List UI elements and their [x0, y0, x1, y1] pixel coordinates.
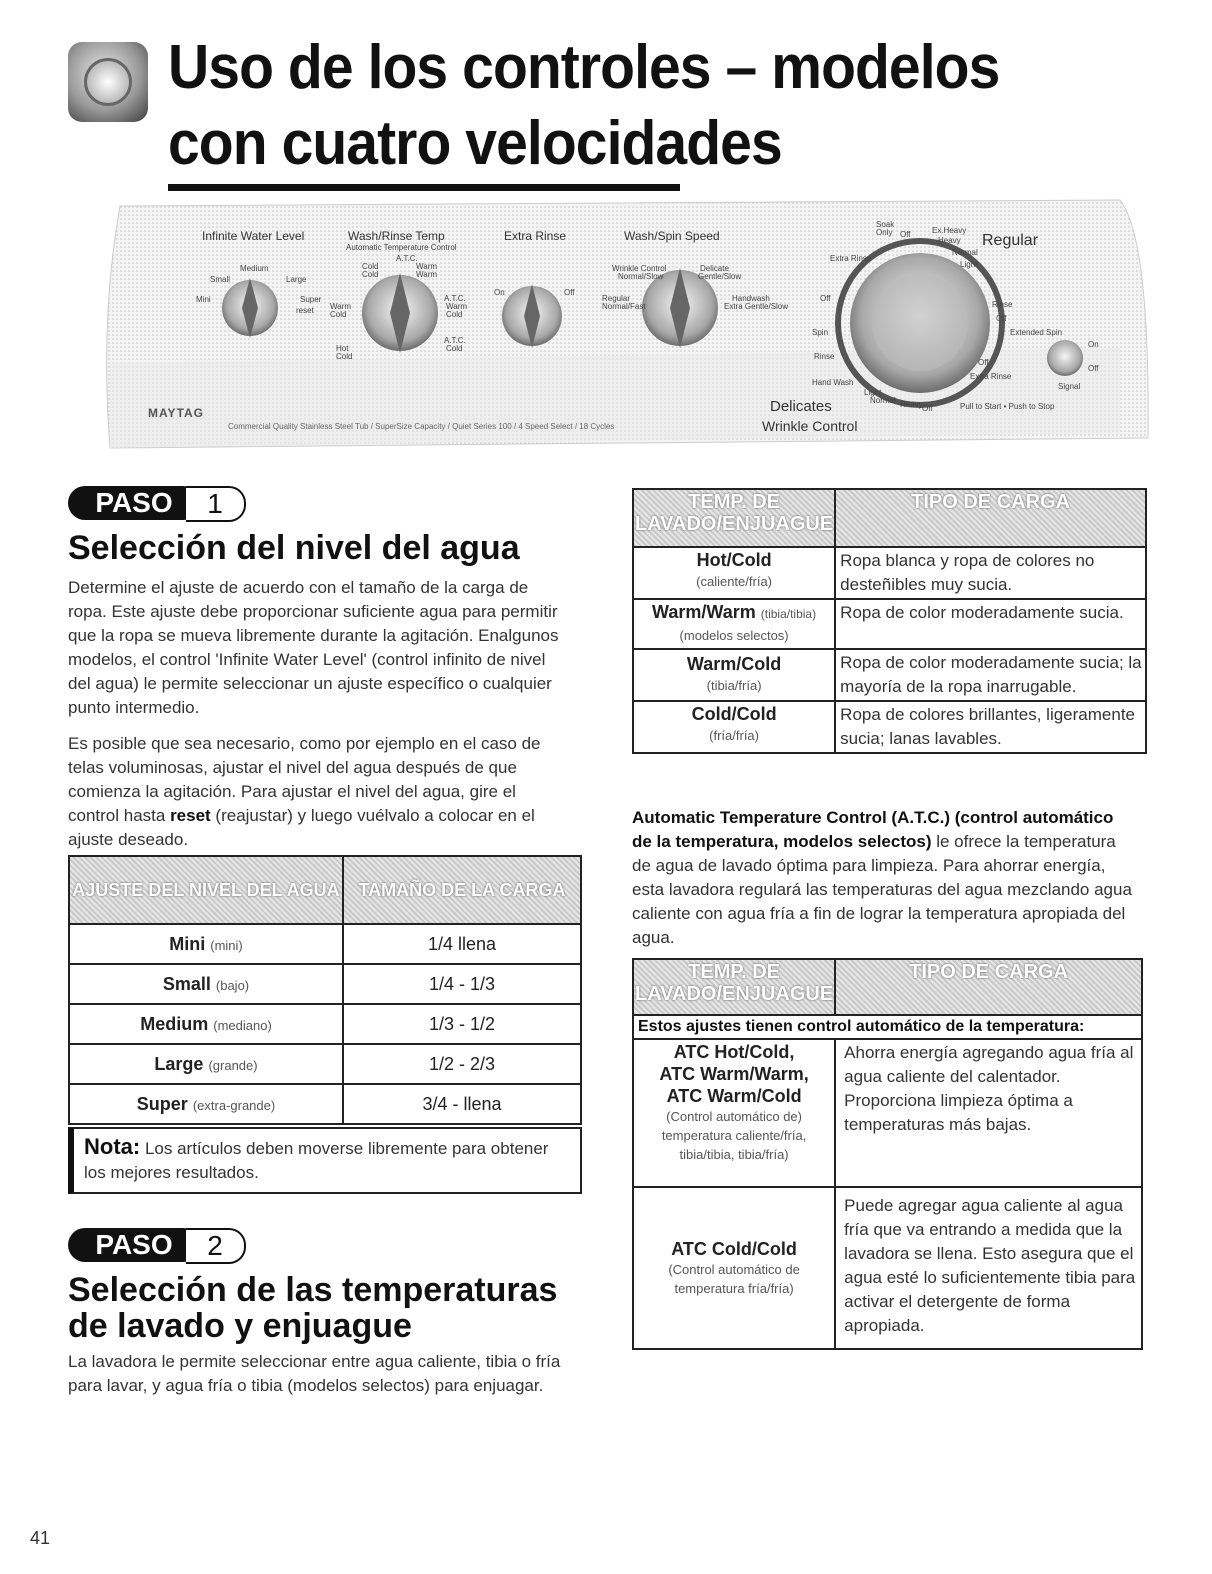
table-row [633, 701, 1146, 753]
panel-label-extra-rinse: Extra Rinse [504, 229, 567, 243]
temp-desc: Ropa de colores brillantes, ligeramente sucia; lanas lavables. [835, 701, 1146, 753]
atc-sub: (Control automático de temperatura fría/fría) [668, 1262, 800, 1296]
nota-box [68, 1127, 582, 1194]
panel-label-water-level: Infinite Water Level [202, 229, 305, 243]
panel-label-delicates: Delicates [770, 398, 832, 415]
paso-1-p2-text-end: (reajustar) y luego vuélvalo a colocar en el ajuste deseado. [68, 806, 535, 849]
paso-1-paragraph-1: Determine el ajuste de acuerdo con el tamaño de la carga de ropa. Este ajuste debe proporcionar suficiente agua para permitir que la ropa se mueva libremente durante la agitación. Enalgunos modelos, el control 'Infinite Water Level' (control infinito de nivel del agua) le permite seleccionar un ajuste específico o cualquier punto intermedio. [68, 578, 559, 717]
atc-label: ATC Hot/Cold, [673, 1042, 795, 1062]
cycle-dial-label: Normal [870, 396, 896, 405]
title-dial-icon [68, 42, 148, 122]
water-dial-medium: Medium [240, 264, 269, 273]
water-setting: Super [136, 1093, 188, 1114]
panel-label-wash-spin-speed: Wash/Spin Speed [624, 229, 720, 243]
atc-table-subheader: Estos ajustes tienen control automático de la temperatura: [633, 1015, 1142, 1039]
water-size: 1/2 - 2/3 [343, 1044, 581, 1084]
temp-dial-label: Warm [446, 302, 468, 311]
speed-dial-label: Handwash [732, 294, 770, 303]
title-line-2: con cuatro velocidades [168, 109, 782, 178]
table-row [69, 1044, 581, 1084]
table-row [69, 964, 581, 1004]
speed-dial-label: Delicate [700, 264, 729, 273]
speed-dial-label: Normal/Slow [618, 272, 664, 281]
water-dial-large: Large [286, 275, 307, 284]
title-rule [168, 184, 680, 191]
cycle-dial-label: Light [864, 388, 882, 397]
speed-dial-label: Gentle/Slow [698, 272, 742, 281]
temp-sub: (modelos selectos) [679, 628, 789, 643]
paso-2-number: 2 [186, 1228, 246, 1264]
temp-sub: (tibia/fría) [706, 678, 762, 693]
cycle-dial-label: Ex.Heavy [932, 226, 967, 235]
temp-dial-label: Cold [330, 310, 347, 319]
rinse-dial-off: Off [564, 288, 575, 297]
cycle-dial-label: Light [960, 260, 978, 269]
temp-dial-label: A.T.C. [444, 336, 466, 345]
paso-1-pill: PASO [68, 486, 200, 520]
water-size: 1/4 - 1/3 [343, 964, 581, 1004]
water-level-table [68, 855, 582, 1125]
atc-desc: Puede agregar agua caliente al agua fría que va entrando a medida que la lavadora se llena. Esto asegura que el agua esté lo suficientemente tibia para activar el detergente de forma apropiada. [835, 1187, 1142, 1349]
start-knob-signal: Signal [1058, 382, 1081, 391]
paso-1-badge [68, 486, 258, 522]
temp-sub: (caliente/fría) [696, 574, 773, 589]
cycle-dial-label: Rinse [814, 352, 835, 361]
water-setting: Large [154, 1053, 204, 1074]
speed-dial-label: Regular [602, 294, 631, 303]
panel-footer-text: Commercial Quality Stainless Steel Tub / SuperSize Capacity / Quiet Series 100 / 4 Speed Select / 18 Cycles [228, 422, 615, 431]
atc-text: le ofrece la temperatura de agua de lavado óptima para limpieza. Para ahorrar energía, esta lavadora regulará las temperaturas del agua mezclando agua caliente con agua fría a fin de lograr la temperatura apropiada del agua. [632, 832, 1132, 947]
cycle-dial-label: Spin [812, 328, 829, 337]
nota-text: Los artículos deben moverse libremente para obtener los mejores resultados. [84, 1139, 549, 1182]
cycle-dial-label: Only [876, 228, 893, 237]
temp-sub: (tibia/tibia) [760, 607, 817, 621]
water-setting-sub: (bajo) [215, 977, 250, 993]
atc-sub: (Control automático de) temperatura caliente/fría, tibia/tibia, tibia/fría) [661, 1109, 807, 1162]
paso-2-pill: PASO [68, 1228, 200, 1262]
water-dial-super: Super [300, 295, 322, 304]
temp-dial-label: Cold [362, 270, 379, 279]
table-row [633, 1039, 1142, 1187]
water-size: 1/4 llena [343, 924, 581, 964]
panel-label-temp-sub: Automatic Temperature Control [346, 243, 457, 252]
temp-dial-label: Cold [336, 352, 353, 361]
table-row [69, 1084, 581, 1124]
temp-dial-label: Cold [362, 262, 379, 271]
table-row [633, 547, 1146, 599]
water-setting-sub: (mediano) [213, 1017, 272, 1033]
start-knob-on: On [1088, 340, 1099, 349]
atc-table-header-load: TIPO DE CARGA [835, 959, 1142, 1015]
temp-label: Hot/Cold [696, 550, 772, 570]
temp-desc: Ropa de color moderadamente sucia; la mayoría de la ropa inarrugable. [835, 649, 1146, 701]
temp-label: Warm/Cold [686, 654, 782, 674]
table-row [69, 1004, 581, 1044]
paso-2-badge [68, 1228, 258, 1264]
atc-desc: Ahorra energía agregando agua fría al agua caliente del calentador. Proporciona limpieza óptima a temperaturas más bajas. [835, 1039, 1142, 1187]
water-setting: Medium [140, 1013, 209, 1034]
page-title [168, 30, 999, 182]
speed-dial-label: Extra Gentle/Slow [724, 302, 789, 311]
atc-label: ATC Warm/Cold [666, 1086, 802, 1106]
water-dial-mini: Mini [196, 295, 211, 304]
cycle-dial-label: Rinse [992, 300, 1013, 309]
paso-1-p2-reset: reset [170, 806, 211, 825]
temp-sub: (fría/fría) [709, 728, 759, 743]
panel-label-wash-rinse-temp: Wash/Rinse Temp [348, 229, 445, 243]
table-row [633, 1187, 1142, 1349]
temp-table [632, 488, 1147, 754]
water-setting-sub: (extra-grande) [192, 1097, 276, 1113]
water-setting: Mini [169, 933, 206, 954]
cycle-dial-label: Off [900, 230, 911, 239]
water-setting: Small [162, 973, 211, 994]
atc-bold: Automatic Temperature Control (A.T.C.) (control automático de la temperatura, modelos selectos) [632, 808, 1114, 851]
temp-desc: Ropa de color moderadamente sucia. [835, 599, 1146, 649]
temp-dial-label: A.T.C. [396, 254, 418, 263]
brand-logo: MAYTAG [148, 406, 205, 420]
panel-label-regular: Regular [982, 232, 1039, 249]
cycle-dial-label: Off [922, 404, 933, 413]
atc-paragraph [632, 806, 1132, 950]
cycle-dial-label: Extra Rinse [830, 254, 872, 263]
atc-label: ATC Warm/Warm, [659, 1064, 809, 1084]
temp-dial-label: Hot [336, 344, 349, 353]
temp-label: Warm/Warm [652, 602, 756, 622]
cycle-dial-label: Normal [952, 248, 978, 257]
cycle-dial-label: Extra Rinse [970, 372, 1012, 381]
water-size: 1/3 - 1/2 [343, 1004, 581, 1044]
cycle-dial-label: Extended Spin [1010, 328, 1063, 337]
temp-dial-label: A.T.C. [444, 294, 466, 303]
temp-dial-label: Cold [446, 344, 463, 353]
water-dial-reset: reset [296, 306, 314, 315]
temp-dial-label: Warm [416, 270, 438, 279]
water-size: 3/4 - llena [343, 1084, 581, 1124]
table-row [69, 924, 581, 964]
cycle-dial-label: Off [820, 294, 831, 303]
cycle-dial-label: Off [996, 314, 1007, 323]
cycle-dial-label: Hand Wash [812, 378, 854, 387]
cycle-dial-label: Soak [876, 220, 895, 229]
nota-label: Nota: [84, 1134, 141, 1159]
water-setting-sub: (mini) [210, 937, 243, 953]
water-dial-small: Small [210, 275, 231, 284]
paso-1-number: 1 [186, 486, 246, 522]
start-knob-icon [1047, 340, 1083, 376]
paso-1-p2-text: Es posible que sea necesario, como por ejemplo en el caso de telas voluminosas, ajustar el nivel del agua después de que comienza la agitación. Para ajustar el nivel del agua, gire el control hasta [68, 734, 541, 825]
table-row [633, 599, 1146, 649]
paso-2-paragraph: La lavadora le permite seleccionar entre agua caliente, tibia o fría para lavar, y agua fría o tibia (modelos selectos) para enjuagar. [68, 1352, 561, 1395]
temp-table-header-load: TIPO DE CARGA [835, 489, 1146, 547]
start-knob-off: Off [1088, 364, 1099, 373]
temp-dial-label: Cold [446, 310, 463, 319]
paso-1-paragraph-2 [68, 732, 568, 852]
title-line-1: Uso de los controles – modelos [168, 33, 1000, 102]
temp-dial-label: Warm [416, 262, 438, 271]
speed-dial-label: Normal/Fast [602, 302, 646, 311]
atc-label: ATC Cold/Cold [671, 1239, 797, 1259]
control-panel-illustration [100, 198, 1150, 458]
table-row [633, 649, 1146, 701]
page-number: 41 [30, 1528, 51, 1548]
cycle-dial-label: Heavy [900, 400, 923, 409]
speed-dial-label: Wrinkle Control [612, 264, 667, 273]
paso-2-heading: Selección de las temperaturas de lavado y enjuague [68, 1271, 558, 1345]
temp-desc: Ropa blanca y ropa de colores no desteñibles muy sucia. [835, 547, 1146, 599]
paso-1-heading: Selección del nivel del agua [68, 529, 520, 567]
cycle-dial-label: Heavy [938, 236, 961, 245]
water-table-header-setting: AJUSTE DEL NIVEL DEL AGUA [69, 856, 343, 924]
atc-table [632, 958, 1143, 1350]
temp-dial-label: Warm [330, 302, 352, 311]
water-table-header-size: TAMAÑO DE LA CARGA [343, 856, 581, 924]
rinse-dial-on: On [494, 288, 505, 297]
panel-label-wrinkle-control: Wrinkle Control [762, 418, 858, 434]
atc-table-header-temp: TEMP. DE LAVADO/ENJUAGUE [633, 959, 835, 1015]
water-setting-sub: (grande) [208, 1057, 258, 1073]
temp-label: Cold/Cold [691, 704, 777, 724]
start-knob-pull: Pull to Start • Push to Stop [960, 402, 1055, 411]
temp-table-header-temp: TEMP. DE LAVADO/ENJUAGUE [633, 489, 835, 547]
cycle-dial-label: Off [978, 358, 989, 367]
